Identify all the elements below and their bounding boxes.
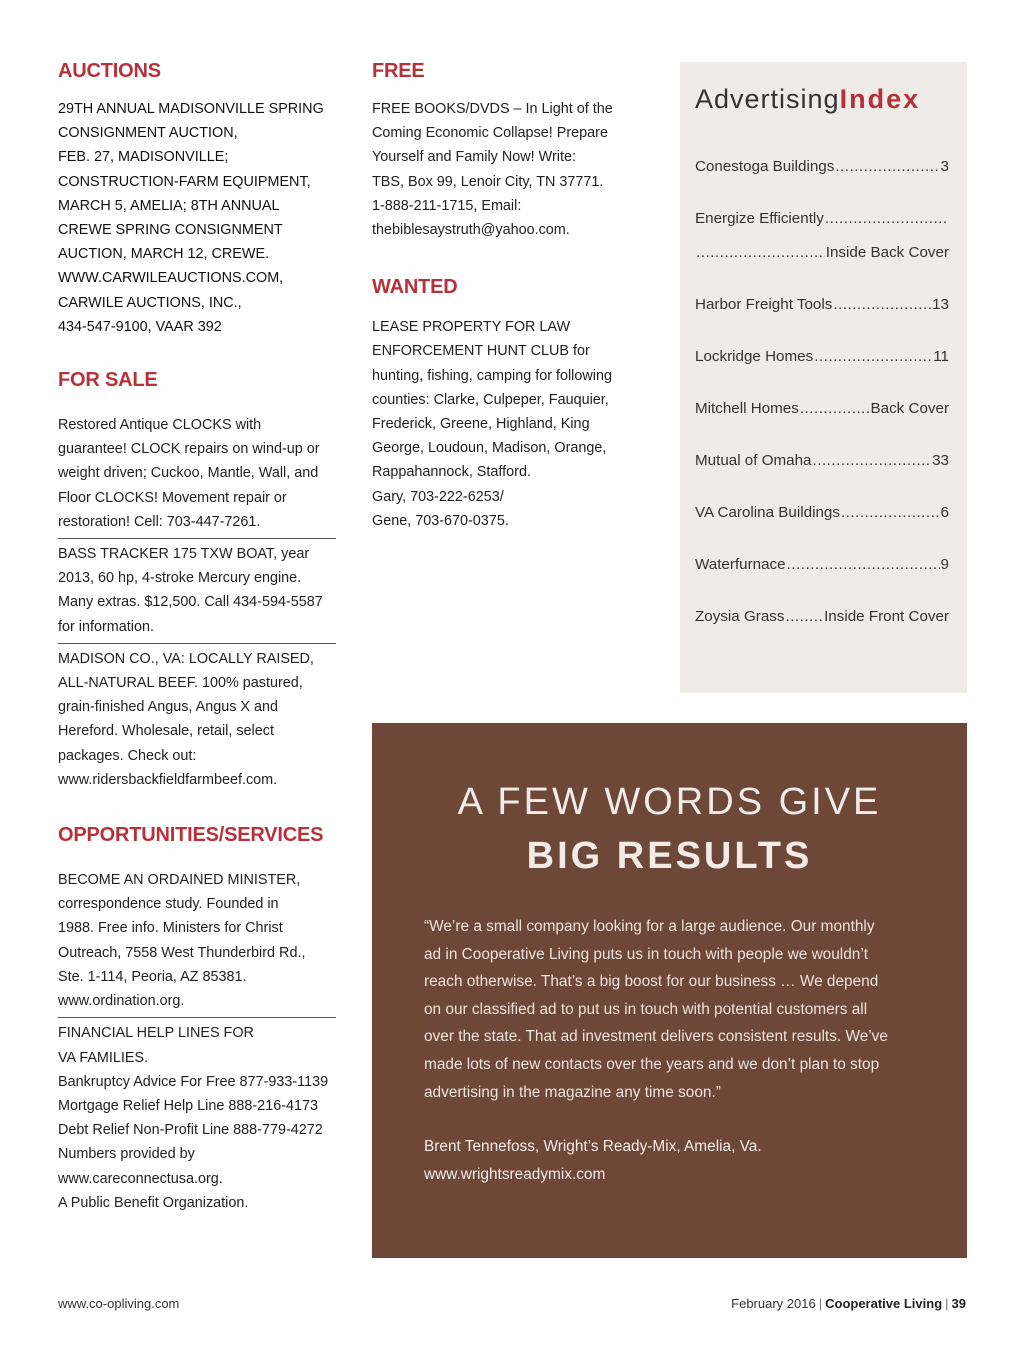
listing-line: Outreach, 7558 West Thunderbird Rd., xyxy=(58,944,306,961)
testimonial-attribution xyxy=(424,1133,762,1188)
listing-line: BECOME AN ORDAINED MINISTER, xyxy=(58,872,301,889)
index-entry xyxy=(695,158,949,184)
listing-line: weight driven; Cuckoo, Mantle, Wall, and xyxy=(58,465,319,482)
listing-line: VA FAMILIES. xyxy=(58,1049,149,1066)
issue-date: February 2016 xyxy=(731,1296,816,1311)
page-ref: Back Cover xyxy=(870,400,949,417)
advertiser-name: Lockridge Homes xyxy=(695,348,814,365)
listing-line: CARWILE AUCTIONS, INC., xyxy=(58,294,242,311)
listing-line: CREWE SPRING CONSIGNMENT xyxy=(58,222,283,239)
listing-line: packages. Check out: xyxy=(58,747,197,764)
listing-line: AUCTION, MARCH 12, CREWE. xyxy=(58,246,270,263)
advertiser-name: Energize Efficiently xyxy=(695,210,824,227)
free-listing xyxy=(372,97,642,242)
quote-line: on our classified ad to put us in touch with potential customers all xyxy=(424,1000,868,1018)
listing-line: guarantee! CLOCK repairs on wind-up or xyxy=(58,441,320,458)
page-ref: 3 xyxy=(940,158,949,175)
index-entry xyxy=(695,608,949,634)
listing-line: MARCH 5, AMELIA; 8TH ANNUAL xyxy=(58,197,280,214)
listing-line: restoration! Cell: 703-447-7261. xyxy=(58,513,261,530)
listing-line: counties: Clarke, Culpeper, Fauquier, xyxy=(372,391,609,408)
listing-line: Many extras. $12,500. Call 434-594-5587 xyxy=(58,594,323,611)
listing-line: Floor CLOCKS! Movement repair or xyxy=(58,489,287,506)
left-column xyxy=(58,60,336,1219)
listing-line: BASS TRACKER 175 TXW BOAT, year xyxy=(58,546,310,563)
listing-line: Yourself and Family Now! Write: xyxy=(372,149,576,166)
listing-line: WWW.CARWILEAUCTIONS.COM, xyxy=(58,270,284,287)
listing-line: FINANCIAL HELP LINES FOR xyxy=(58,1025,254,1042)
footer-site-url[interactable]: www.co-opliving.com xyxy=(58,1296,180,1311)
listing-line: ENFORCEMENT HUNT CLUB for xyxy=(372,343,590,360)
page-ref: 6 xyxy=(940,504,949,521)
listing-line: Debt Relief Non-Profit Line 888-779-4272 xyxy=(58,1122,323,1139)
footer-folio: February 2016 | Cooperative Living | 39 xyxy=(731,1296,966,1311)
wanted-heading: WANTED xyxy=(372,276,458,299)
listing-line: CONSIGNMENT AUCTION, xyxy=(58,125,238,142)
listing-line: MADISON CO., VA: LOCALLY RAISED, xyxy=(58,650,314,667)
attribution-name: Brent Tennefoss, Wright’s Ready-Mix, Amelia, Va. xyxy=(424,1138,762,1155)
testimonial-promo-box xyxy=(372,723,967,1258)
quote-line: reach otherwise. That’s a big boost for our business … We depend xyxy=(424,973,879,991)
index-entry xyxy=(695,210,949,270)
advertising-index-list xyxy=(695,158,949,660)
page-ref: Inside Front Cover xyxy=(824,608,949,625)
advertising-index-title xyxy=(695,84,920,115)
opportunities-listings xyxy=(58,865,336,1219)
listing-line: FREE BOOKS/DVDS – In Light of the xyxy=(372,101,613,117)
attribution-url[interactable]: www.wrightsreadymix.com xyxy=(424,1165,606,1183)
listing-line: Ste. 1-114, Peoria, AZ 85381. xyxy=(58,968,247,985)
index-entry xyxy=(695,348,949,374)
advertiser-name: Mitchell Homes xyxy=(695,400,799,417)
quote-line: over the state. That ad investment delivers consistent results. We’ve xyxy=(424,1028,888,1046)
quote-line: advertising in the magazine any time soon.” xyxy=(424,1083,721,1101)
listing-line: www.ordination.org. xyxy=(58,993,185,1010)
listing-line: Numbers provided by xyxy=(58,1146,195,1163)
index-entry xyxy=(695,452,949,478)
listing-line: CONSTRUCTION-FARM EQUIPMENT, xyxy=(58,173,311,190)
advertiser-name: Harbor Freight Tools xyxy=(695,296,833,313)
listing-line: Rappahannock, Stafford. xyxy=(372,464,531,481)
quote-line: “We’re a small company looking for a large audience. Our monthly xyxy=(424,918,875,935)
index-entry xyxy=(695,296,949,322)
listing-line: Mortgage Relief Help Line 888-216-4173 xyxy=(58,1097,319,1114)
listing-line: 1988. Free info. Ministers for Christ xyxy=(58,920,283,937)
listing-line: grain-finished Angus, Angus X and xyxy=(58,699,279,716)
listing-line: Bankruptcy Advice For Free 877-933-1139 xyxy=(58,1073,329,1090)
list-item xyxy=(58,538,336,643)
listing-line: Frederick, Greene, Highland, King xyxy=(372,416,590,433)
listing-line: www.careconnectusa.org. xyxy=(58,1170,223,1187)
list-item xyxy=(58,865,336,1017)
listing-line: TBS, Box 99, Lenoir City, TN 37771. xyxy=(372,173,604,190)
advertiser-name: Conestoga Buildings xyxy=(695,158,835,175)
listing-line: hunting, fishing, camping for following xyxy=(372,367,612,384)
listing-line: Coming Economic Collapse! Prepare xyxy=(372,125,608,142)
listing-line: correspondence study. Founded in xyxy=(58,896,279,913)
listing-line: George, Loudoun, Madison, Orange, xyxy=(372,440,607,457)
listing-line: 1-888-211-1715, Email: xyxy=(372,197,522,214)
for-sale-listings xyxy=(58,410,336,796)
page-ref: 33 xyxy=(932,452,949,469)
advertiser-name: Waterfurnace xyxy=(695,556,786,573)
listing-line: www.ridersbackfieldfarmbeef.com. xyxy=(58,771,278,788)
opportunities-heading: OPPORTUNITIES/SERVICES xyxy=(58,824,324,847)
list-item xyxy=(58,643,336,796)
page-ref: 13 xyxy=(932,296,949,313)
index-entry xyxy=(695,400,949,426)
listing-line: 29TH ANNUAL MADISONVILLE SPRING xyxy=(58,101,324,117)
listing-line: Gene, 703-670-0375. xyxy=(372,512,509,529)
listing-line: for information. xyxy=(58,618,154,635)
listing-line: ALL-NATURAL BEEF. 100% pastured, xyxy=(58,675,303,692)
listing-line: 434-547-9100, VAAR 392 xyxy=(58,318,222,335)
promo-headline-bottom: BIG RESULTS xyxy=(526,835,813,877)
listing-line: LEASE PROPERTY FOR LAW xyxy=(372,319,571,336)
listing-line: Gary, 703-222-6253/ xyxy=(372,488,504,505)
advertiser-name: Mutual of Omaha xyxy=(695,452,812,469)
advertiser-name: Zoysia Grass xyxy=(695,608,785,625)
auctions-heading: AUCTIONS xyxy=(58,60,161,82)
quote-line: made lots of new contacts over the years and we don’t plan to stop xyxy=(424,1055,880,1073)
list-item xyxy=(58,1017,336,1219)
listing-line: FEB. 27, MADISONVILLE; xyxy=(58,149,229,166)
index-entry xyxy=(695,504,949,530)
testimonial-quote xyxy=(424,913,929,1106)
page-ref: 11 xyxy=(933,348,949,365)
promo-headline-top: A FEW WORDS GIVE xyxy=(457,781,882,823)
advertiser-name: VA Carolina Buildings xyxy=(695,504,840,521)
page-ref: Inside Back Cover xyxy=(825,244,949,261)
for-sale-heading: FOR SALE xyxy=(58,369,158,392)
listing-line: Restored Antique CLOCKS with xyxy=(58,417,262,434)
free-heading: FREE xyxy=(372,60,425,82)
list-item xyxy=(58,410,336,538)
middle-column xyxy=(372,60,642,533)
listing-line: A Public Benefit Organization. xyxy=(58,1194,249,1211)
page-ref: 9 xyxy=(940,556,949,573)
publication-name: Cooperative Living xyxy=(825,1296,943,1311)
listing-line: thebiblesaystruth@yahoo.com. xyxy=(372,222,570,239)
title-accent: Index xyxy=(839,84,921,114)
listing-line: 2013, 60 hp, 4-stroke Mercury engine. xyxy=(58,570,302,587)
title-plain: Advertising xyxy=(695,84,840,114)
wanted-listing xyxy=(372,315,642,533)
index-entry xyxy=(695,556,949,582)
quote-line: ad in Cooperative Living puts us in touch with people we wouldn’t xyxy=(424,945,869,963)
page-number: 39 xyxy=(951,1296,966,1311)
advertising-index-panel xyxy=(680,62,967,693)
auctions-listing xyxy=(58,97,336,339)
listing-line: Hereford. Wholesale, retail, select xyxy=(58,723,274,740)
